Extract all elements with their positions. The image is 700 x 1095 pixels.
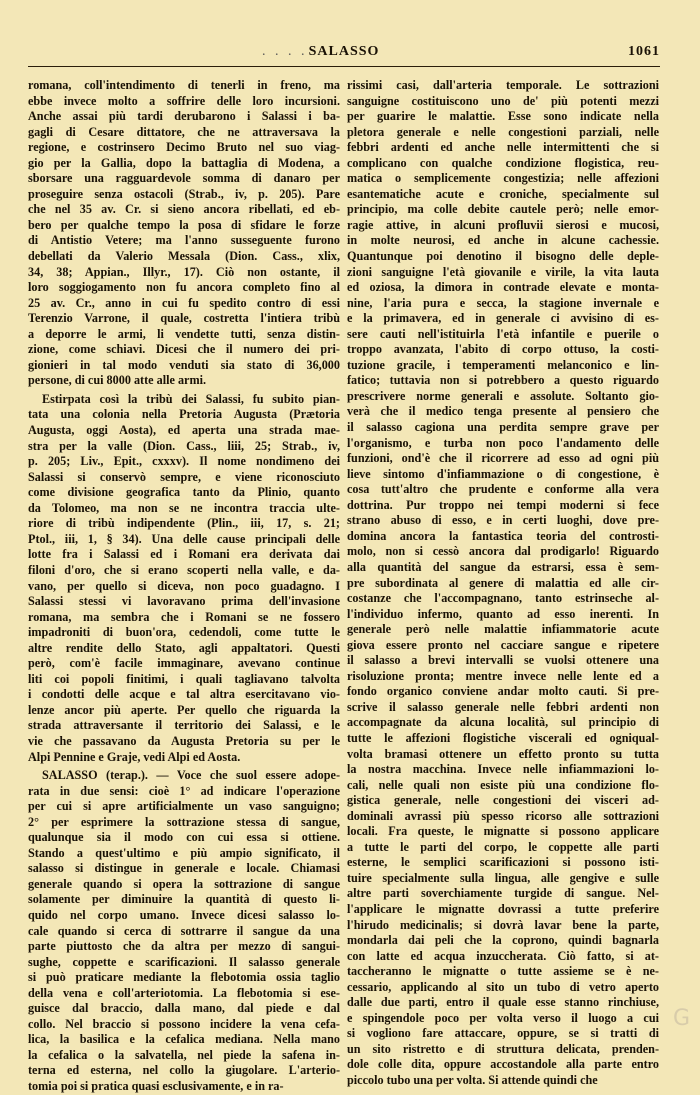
text-line: principio, ma colle debite cautele però; nelle emor- bbox=[347, 202, 659, 217]
text-line: terna ed esterna, nel collo la giugolare. L'arterio- bbox=[28, 1063, 340, 1078]
text-line: per cui si apre artificialmente un vaso sanguigno; bbox=[28, 799, 340, 814]
header-dots: . . . . bbox=[262, 44, 308, 59]
text-line: per guarire le malattie. Esse sono indicate nella bbox=[347, 109, 659, 124]
text-line: esantematiche acute e croniche, specialmente sul bbox=[347, 186, 659, 201]
text-line: qualunque sia il modo con cui essa si ottiene. bbox=[28, 830, 340, 845]
text-line: lotte fra i Salassi ed i Romani era derivata dai bbox=[28, 547, 340, 562]
text-line: la cefalica o la salvatella, nel piede la safena in- bbox=[28, 1047, 340, 1062]
text-line: zione, come schiavi. Dicesi che il numero dei pri- bbox=[28, 342, 340, 357]
text-line: tutte le affezioni flogistiche viscerali ed ogniqual- bbox=[347, 730, 659, 745]
text-line: funzioni, ond'è che il ricorrere ad esso ad ogni più bbox=[347, 451, 659, 466]
text-line: da Tolomeo, ma non se ne incontra traccia ulte- bbox=[28, 500, 340, 515]
text-line: un sito ristretto e di struttura delicata, prenden- bbox=[347, 1041, 659, 1056]
text-line: ebbe invece molto a soffrire delle loro incursioni. bbox=[28, 93, 340, 108]
text-line: cessario, applicando al sito un tubo di vetro aperto bbox=[347, 979, 659, 994]
text-line: mondarla dai peli che la coprono, quindi bagnarla bbox=[347, 933, 659, 948]
text-line: nine, l'aria pura e secca, la stagione invernale e bbox=[347, 295, 659, 310]
text-line: lica, la basilica e la cefalica mediana. Nella mano bbox=[28, 1032, 340, 1047]
text-line: quido nel corpo umano. Invece dicesi salasso lo- bbox=[28, 907, 340, 922]
text-line: fondo organico conviene andar molto cauti. Si pre- bbox=[347, 684, 659, 699]
text-line: bero per qualche tempo la posa di sfidare le forze bbox=[28, 217, 340, 232]
text-line: rissimi casi, dall'arteria temporale. Le sottrazioni bbox=[347, 78, 659, 92]
text-line: e la primavera, ed in generale ci avvisino di es- bbox=[347, 311, 659, 326]
text-line: salasso si distingue in generale e locale. Chiamasi bbox=[28, 861, 340, 876]
text-line: pletora generale e nelle congestioni parziali, nelle bbox=[347, 124, 659, 139]
text-line: febbri ardenti ed anche nelle intermittenti che si bbox=[347, 140, 659, 155]
text-line: parte piuttosto che da altra per mezzo di sangui- bbox=[28, 939, 340, 954]
text-line: cali, nelle quali non esiste più una condizione flo- bbox=[347, 777, 659, 792]
text-line: vano, per quello si diceva, non poco guadagno. I bbox=[28, 578, 340, 593]
text-line: alla quantità del sangue da estrarsi, essa è sem- bbox=[347, 559, 659, 574]
text-line: della vena e coll'arteriotomia. La flebotomia si ese- bbox=[28, 985, 340, 1000]
text-line: taccheranno le mignatte o tutte assieme se è ne- bbox=[347, 964, 659, 979]
text-line: come divisione geografica tanto da Plinio, quanto bbox=[28, 485, 340, 500]
text-line: costanze che l'accompagnano, tanto estrinseche al- bbox=[347, 591, 659, 606]
text-line: accompagnate da alcuna località, sul principio di bbox=[347, 715, 659, 730]
text-line: cosa tutt'altro che prudente e conforme alla vera bbox=[347, 482, 659, 497]
left-column bbox=[28, 78, 340, 1095]
text-line: l'hirudo medicinalis; si dovrà lavar bene la parte, bbox=[347, 917, 659, 932]
text-line: si vogliono fare attaccare, oppure, se si tratti di bbox=[347, 1026, 659, 1041]
text-line: romana, coll'intendimento di tenerli in freno, ma bbox=[28, 78, 340, 92]
text-line: e spingendole poco per volta verso il luogo a cui bbox=[347, 1010, 659, 1025]
text-line: altre parti soverchiamente turgide di sangue. Nel- bbox=[347, 886, 659, 901]
text-line: p. 205; Liv., Epit., cxxxv). Il nome nondimeno dei bbox=[28, 454, 340, 469]
text-line: fatico; tuttavia non si potrebbero a questo riguardo bbox=[347, 373, 659, 388]
text-line: riore di tribù indipendente (Plin., iii, 17, s. 21; bbox=[28, 516, 340, 531]
text-line: piccolo tubo una per volta. Si attende quindi che bbox=[347, 1073, 598, 1087]
text-line: 2° per esprimere la sottrazione stessa di sangue, bbox=[28, 814, 340, 829]
text-line: gio per la Gallia, dopo la battaglia di Modena, a bbox=[28, 155, 340, 170]
watermark-logo: G bbox=[672, 1006, 690, 1031]
running-header bbox=[28, 44, 660, 64]
text-line: SALASSO (terap.). — Voce che suol essere adope- bbox=[42, 768, 340, 783]
text-line: tomia poi si pratica quasi esclusivamente, e in ra- bbox=[28, 1079, 284, 1093]
text-line: l'individuo infermo, quanto ad esso inerenti. In bbox=[347, 606, 659, 621]
text-line: prescrivere norme generali e assolute. Soltanto gio- bbox=[347, 388, 659, 403]
text-line: strano abuso di esso, e in certi luoghi, dove pre- bbox=[347, 513, 659, 528]
text-line: domina ancora la fantastica teoria del controsti- bbox=[347, 528, 659, 543]
text-line: di Antistio Vetere; ma l'anno susseguente furono bbox=[28, 233, 340, 248]
text-line: generale però nelle malattie infiammatorie acute bbox=[347, 622, 659, 637]
text-line: complicano con qualche condizione flogistica, reu- bbox=[347, 155, 659, 170]
text-line: altre rendite dello Stato, agli appaltatori. Questi bbox=[28, 640, 340, 655]
text-line: matica o semplicemente congestizia; nelle affezioni bbox=[347, 171, 659, 186]
right-column bbox=[347, 78, 659, 1089]
page-number: 1061 bbox=[628, 44, 660, 59]
text-line: si può praticare mediante la flebotomia ossia taglio bbox=[28, 970, 340, 985]
text-line: Anche assai più tardi derubarono i Salassi i ba- bbox=[28, 109, 340, 124]
text-line: Ptol., iii, 1, § 34). Una delle cause principali delle bbox=[28, 531, 340, 546]
text-line: dalle due parti, entro il quale esse stanno rinchiuse, bbox=[347, 995, 659, 1010]
text-line: rata in due sensi: cioè 1° ad indicare l'operazione bbox=[28, 783, 340, 798]
text-line: giova essere pronto nel cacciare sangue e ripetere bbox=[347, 637, 659, 652]
text-line: che nel 35 av. Cr. si sieno ancora ribellati, ed eb- bbox=[28, 202, 340, 217]
text-line: troppo avanzata, l'abito di corpo ottuso, la costi- bbox=[347, 342, 659, 357]
text-line: regione, e costrinsero Decimo Bruto nel suo viag- bbox=[28, 140, 340, 155]
text-line: Augusta, oggi Aosta), ed aperta una strada mae- bbox=[28, 423, 340, 438]
header-rule bbox=[28, 66, 660, 67]
text-line: gistica generale, nelle congestioni dei visceri ad- bbox=[347, 793, 659, 808]
text-line: strada attraversante il territorio dei Salassi, e le bbox=[28, 718, 340, 733]
text-line: zioni sanguigne l'età giovanile e virile, la vita lauta bbox=[347, 264, 659, 279]
text-line: pre subordinata al genere di malattia ed alle cir- bbox=[347, 575, 659, 590]
text-line: romana, ma sembra che i Romani se ne fossero bbox=[28, 609, 340, 624]
text-line: a deporre le armi, li vendette tutti, senza distin- bbox=[28, 326, 340, 341]
text-line: Salassi stessi vi lavoravano prima dell'invasione bbox=[28, 594, 340, 609]
text-line: l'organismo, e turba non poco l'andamento delle bbox=[347, 435, 659, 450]
text-line: lieve sintomo d'infiammazione o di congestione, è bbox=[347, 466, 659, 481]
text-line: dominali avrassi più spesso ricorso alle sottrazioni bbox=[347, 808, 659, 823]
text-line: lenze ancor più aperte. Per quello che riguarda la bbox=[28, 702, 340, 717]
text-line: esterne, le semplici scarificazioni si possono isti- bbox=[347, 855, 659, 870]
text-line: tata una colonia nella Pretoria Augusta (Prætoria bbox=[28, 407, 340, 422]
text-line: proseguire senza ostacoli (Strab., iv, p. 205). Pare bbox=[28, 186, 340, 201]
text-line: gionieri in tal modo venduti sia stato di 36,000 bbox=[28, 357, 340, 372]
text-line: il salasso cagiona una perdita sempre grave per bbox=[347, 420, 659, 435]
text-line: i condotti delle acque e tal altra esercitavano vio- bbox=[28, 687, 340, 702]
text-line: loro soggiogamento non fu ancora completo fino al bbox=[28, 280, 340, 295]
text-line: verà che il medico tenga presente al pensiero che bbox=[347, 404, 659, 419]
text-line: 34, 38; Appian., Illyr., 17). Ciò non ostante, il bbox=[28, 264, 340, 279]
text-line: tuire specialmente sulla lingua, alle gengive e sulle bbox=[347, 870, 659, 885]
text-line: guisce dal braccio, dalla mano, dal piede e dal bbox=[28, 1001, 340, 1016]
text-line: l'applicare le mignatte dovrassi a tutte preferire bbox=[347, 901, 659, 916]
text-line: Salassi si conservò sempre, e viene riconosciuto bbox=[28, 469, 340, 484]
header-title: SALASSO bbox=[308, 44, 380, 59]
text-line: sborsare una ragguardevole somma di danaro per bbox=[28, 171, 340, 186]
text-line: a tutte le parti del corpo, le coppette alle parti bbox=[347, 839, 659, 854]
text-line: collo. Nel braccio si possono incidere la vena cefa- bbox=[28, 1016, 340, 1031]
text-line: volta bramasi ottenere un effetto pronto su tutta bbox=[347, 746, 659, 761]
text-line: cale quando si cerca di sottrarre il sangue da una bbox=[28, 923, 340, 938]
text-line: scrive il salasso generale nelle febbri ardenti non bbox=[347, 699, 659, 714]
text-line: sere cauti nell'istituirla l'età infantile e puerile o bbox=[347, 326, 659, 341]
text-line: gagli di Cesare dittatore, che ne attraversava la bbox=[28, 124, 340, 139]
text-line: tuzione gracile, i temperamenti melanconico e lin- bbox=[347, 357, 659, 372]
text-line: Stando a quest'ultimo e più ampio significato, il bbox=[28, 845, 340, 860]
text-line: liti coi popoli finitimi, i quali tagliavano talvolta bbox=[28, 671, 340, 686]
text-line: con latte ed acqua inzuccherata. Ciò fatto, si at- bbox=[347, 948, 659, 963]
text-line: la nostra macchina. Invece nelle infiammazioni lo- bbox=[347, 762, 659, 777]
text-line: Estirpata così la tribù dei Salassi, fu subito pian- bbox=[42, 391, 340, 406]
text-line: ragie attive, in alcuni profluvii sierosi e mucosi, bbox=[347, 217, 659, 232]
text-line: solamente per diminuire la quantità di questo li- bbox=[28, 892, 340, 907]
text-line: sanguigne costituiscono uno de' più potenti mezzi bbox=[347, 93, 659, 108]
text-line: il salasso a brevi intervalli se vuolsi ottenere una bbox=[347, 653, 659, 668]
text-line: Quantunque poi denotino il bisogno delle deple- bbox=[347, 249, 659, 264]
text-line: impadroniti di buon'ora, cedendoli, come tutte le bbox=[28, 625, 340, 640]
text-line: vie che passavano da Augusta Pretoria su per le bbox=[28, 733, 340, 748]
text-line: risoluzione pronta; mentre invece nelle lente ed a bbox=[347, 668, 659, 683]
text-line: però, com'è facile immaginare, avevano continue bbox=[28, 656, 340, 671]
text-line: molo, non si cessò ancora dal prodigarlo! Riguardo bbox=[347, 544, 659, 559]
text-line: sughe, coppette e scarificazioni. Il salasso generale bbox=[28, 954, 340, 969]
text-line: stra per la valle (Dion. Cass., liii, 25; Strab., iv, bbox=[28, 438, 340, 453]
text-line: Alpi Pennine e Graje, vedi Alpi ed Aosta. bbox=[28, 749, 241, 764]
text-line: persone, di cui 8000 atte alle armi. bbox=[28, 373, 207, 388]
text-line: in molte neurosi, ed anche in alcune cachessie. bbox=[347, 233, 659, 248]
text-line: ed oziosa, la dimora in contrade elevate e monta- bbox=[347, 280, 659, 295]
text-line: debellati da Valerio Messala (Dion. Cass., xlix, bbox=[28, 249, 340, 264]
text-line: locali. Fra queste, le mignatte si possono applicare bbox=[347, 824, 659, 839]
text-line: generale quando si opera la sottrazione di sangue bbox=[28, 876, 340, 891]
text-line: 25 av. Cr., anno in cui fu spedito contro di essi bbox=[28, 295, 340, 310]
text-line: dottrina. Pur troppo nei tempi moderni si fece bbox=[347, 497, 659, 512]
text-line: dole colle dita, oppure accostandole alla parte entro bbox=[347, 1057, 659, 1072]
text-line: Terenzio Varrone, il quale, costretta l'intiera tribù bbox=[28, 311, 340, 326]
text-line: filoni d'oro, che si erano scoperti nella valle, e da- bbox=[28, 562, 340, 577]
